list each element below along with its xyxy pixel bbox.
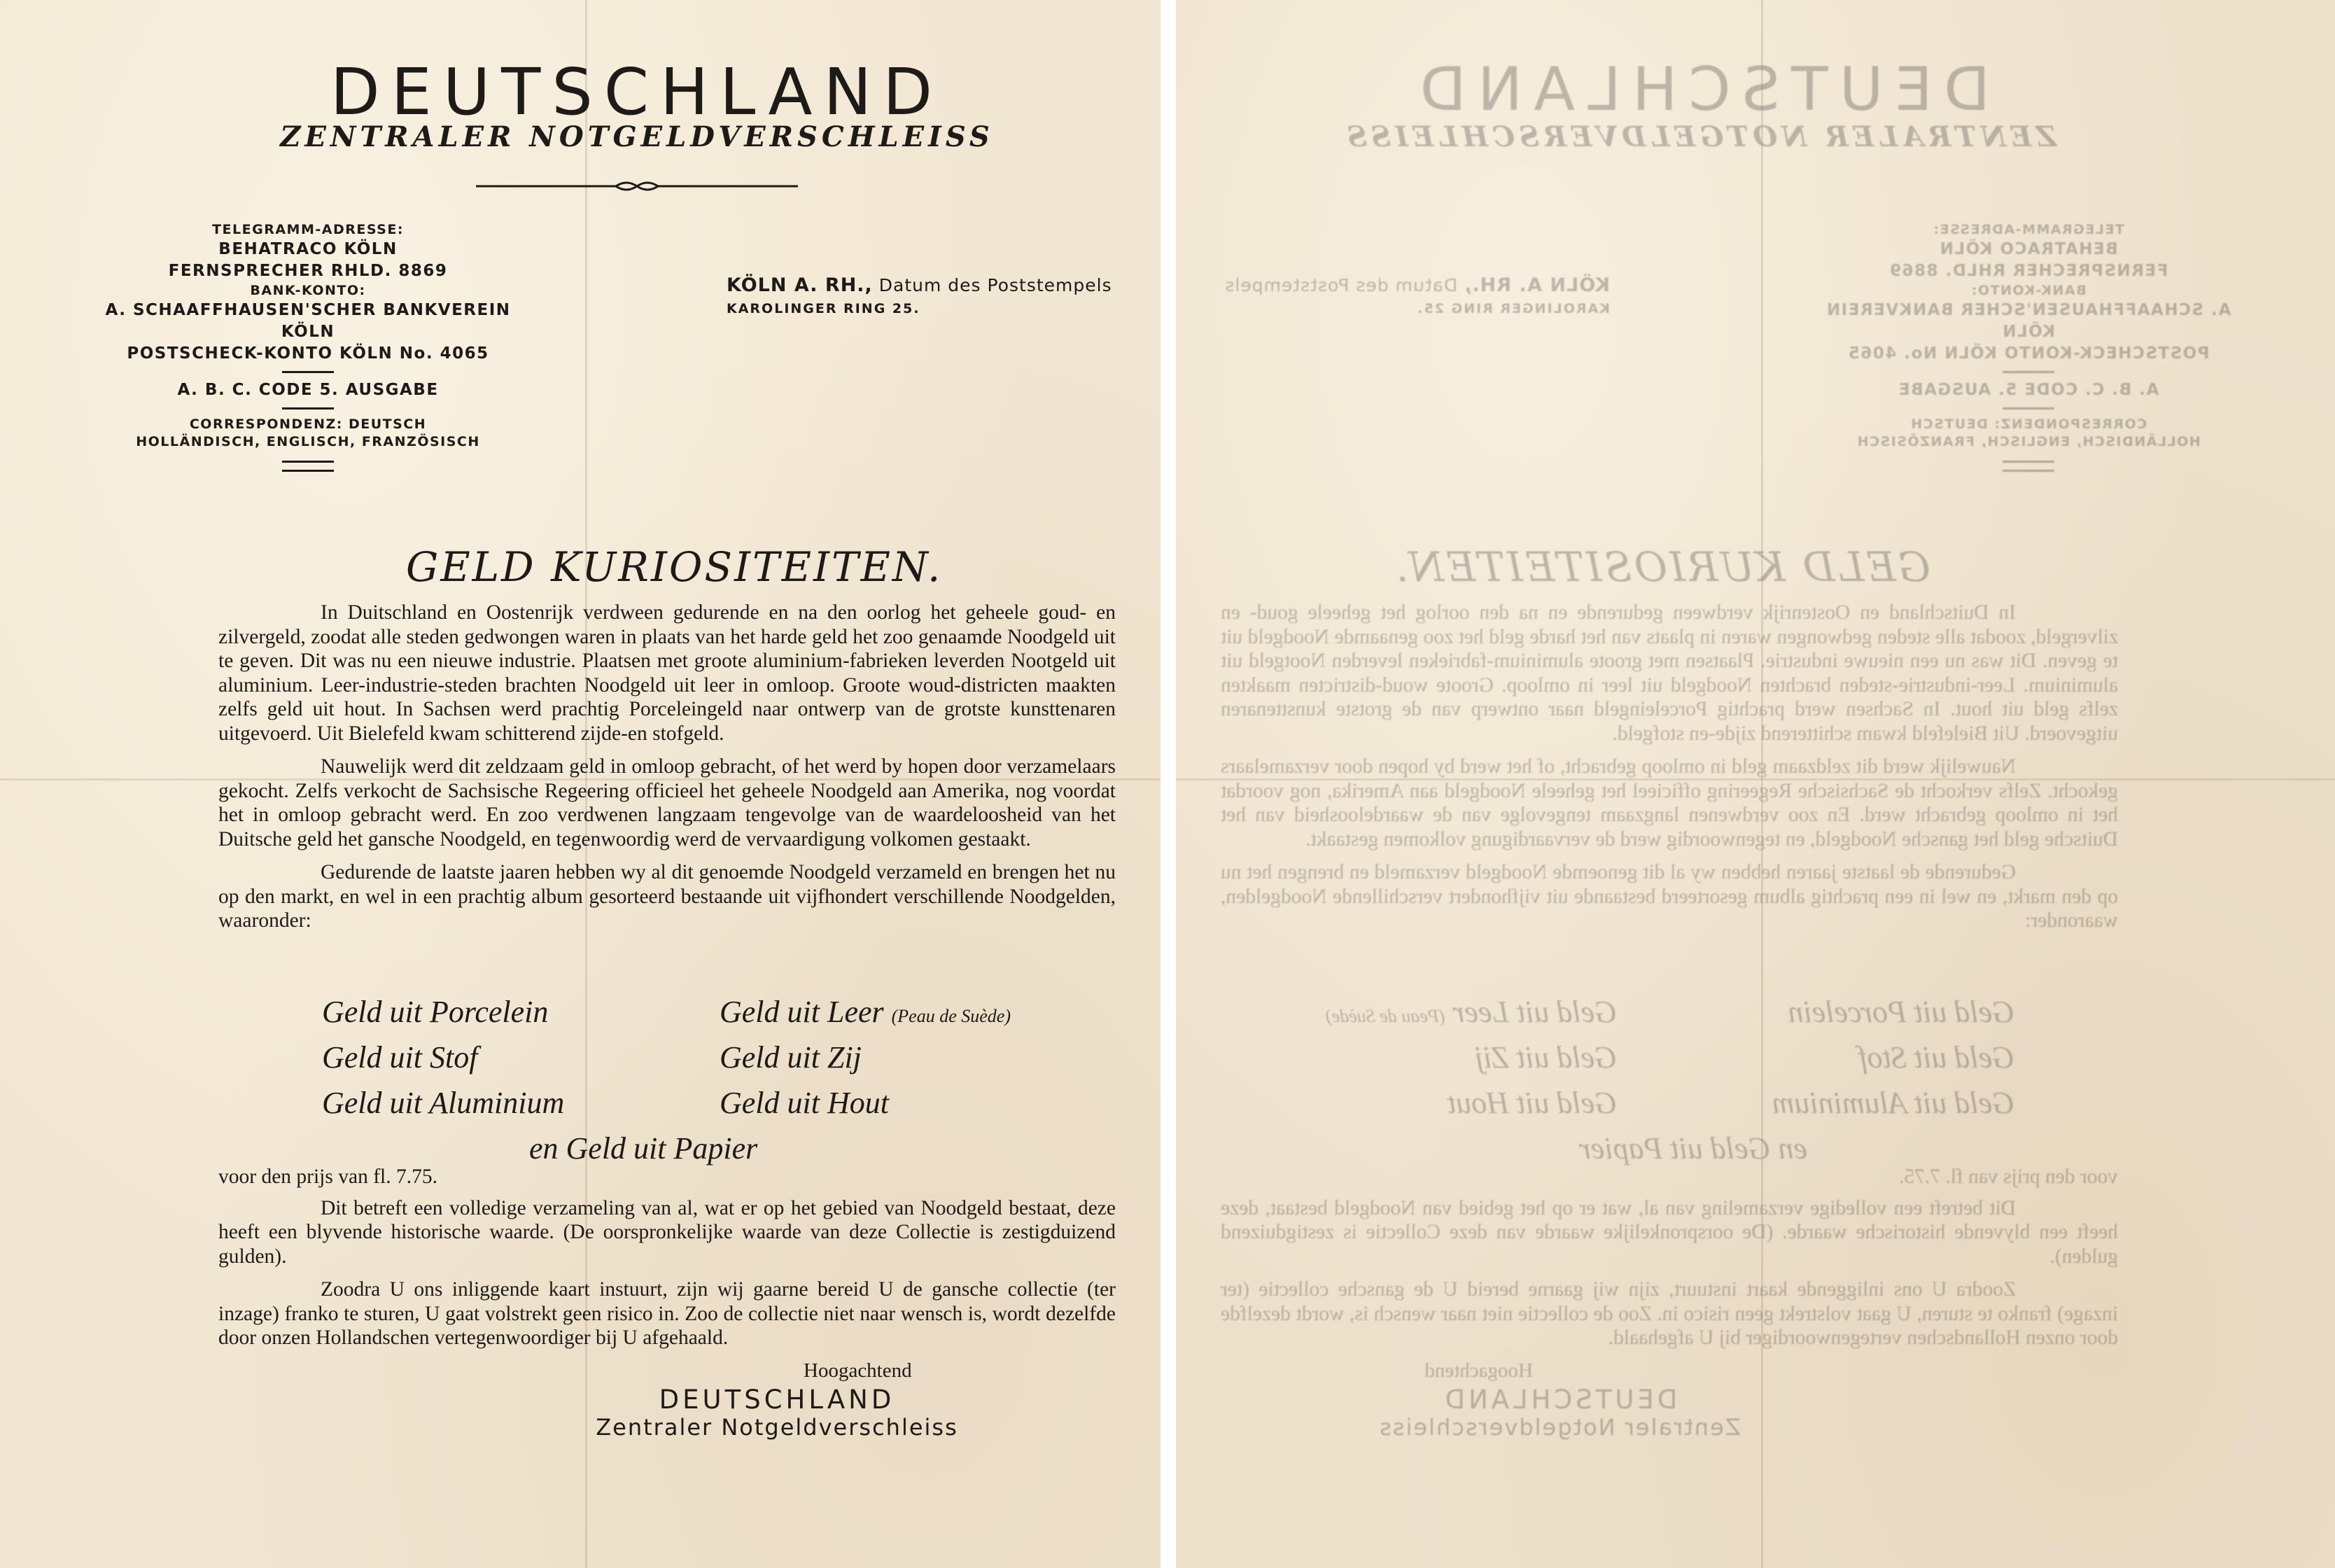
ghost-item-row — [1209, 994, 2014, 1040]
ghost-double-rule — [2003, 461, 2054, 472]
price-line: voor den prijs van fl. 7.75. — [218, 1166, 437, 1188]
ghost-body — [1221, 601, 2118, 942]
item-leather — [720, 994, 1011, 1030]
ghost-item: Geld uit Hout — [1447, 1086, 1617, 1120]
fold-line — [1761, 0, 1763, 1568]
ghost-brand: DEUTSCHLAND — [1408, 55, 1991, 125]
ghost-line: POSTSCHECK-KONTO KÖLN No. 4065 — [1847, 344, 2210, 363]
item-silk: Geld uit Zij — [720, 1040, 862, 1074]
address-block — [70, 221, 546, 472]
ghost-paragraph: Dit betreft een volledige verzameling van al, wat er op het gebied van Noodgeld bestaat, deze heeft een blyvende historische waarde. (De oorspronkelijke waarde van deze Collectie is zestigduizend gulden). — [1221, 1196, 2118, 1268]
ghost-item-row — [1209, 1040, 2014, 1085]
ghost-signature: DEUTSCHLAND — [1441, 1385, 1678, 1415]
ghost-street: KAROLINGER RING 25. — [1416, 301, 1610, 316]
list-item — [322, 1040, 1127, 1085]
list-item — [322, 1085, 1127, 1130]
ghost-paragraph: Zoodra U ons inliggende kaart instuurt, zijn wij gaarne bereid U de gansche collectie (ter inzage) franko te sturen, U gaat volstrekt geen risico in. Zoo de collectie niet naar wensch is, wordt dezelfde door onzen Hollandschen vertegenwoordiger bij U afgehaald. — [1221, 1278, 2118, 1349]
address-line: HOLLÄNDISCH, ENGLISCH, FRANZÖSISCH — [136, 434, 480, 449]
ghost-date-note: Datum des Poststempels — [1224, 275, 1464, 295]
ghost-item-note: (Peau de Suède) — [1326, 1006, 1445, 1026]
ghost-title: GELD KURIOSITEITEN. — [1394, 543, 1930, 591]
letterhead-brand: DEUTSCHLAND — [330, 55, 944, 130]
ghost-line: BANK-KONTO: — [1970, 283, 2087, 298]
location-line — [727, 274, 1112, 296]
ghost-line: CORRESPONDENZ: DEUTSCH — [1909, 416, 2147, 432]
closing: Hoogachtend — [804, 1359, 912, 1382]
ghost-body-continued — [1221, 1165, 2118, 1359]
money-types-list — [322, 994, 1127, 1166]
ghost-price: voor den prijs van fl. 7.75. — [1899, 1166, 2118, 1188]
paragraph: Zoodra U ons inliggende kaart instuurt, zijn wij gaarne bereid U de gansche collectie (ter inzage) franko te sturen, U gaat volstrekt geen risico in. Zoo de collectie niet naar wensch is, wordt dezelfde door onzen Hollandschen vertegenwoordiger bij U afgehaald. — [218, 1278, 1116, 1349]
signature-subtitle: Zentraler Notgeldverschleiss — [596, 1414, 958, 1441]
paragraph: Dit betreft een volledige verzameling van al, wat er op het gebied van Noodgeld bestaat, deze heeft een blyvende historische waarde. (De oorspronkelijke waarde van deze Collectie is zestigduizend gulden). — [218, 1196, 1116, 1268]
letter-body — [218, 601, 1116, 942]
ghost-item: en Geld uit Papier — [1578, 1131, 1807, 1166]
ghost-location — [1224, 274, 1610, 296]
address-line: TELEGRAMM-ADRESSE: — [212, 222, 404, 237]
ghost-line: A. SCHAAFFHAUSEN'SCHER BANKVEREIN — [1825, 301, 2231, 319]
ghost-item: Geld uit Stof — [1858, 1040, 2014, 1074]
ghost-city: KÖLN A. RH., — [1464, 274, 1610, 296]
address-line: KÖLN — [281, 323, 335, 341]
address-line: A. SCHAAFFHAUSEN'SCHER BANKVEREIN — [105, 301, 511, 319]
ghost-subtitle: ZENTRALER NOTGELDVERSCHLEISS — [1342, 120, 2056, 153]
address-line: CORRESPONDENZ: DEUTSCH — [189, 416, 427, 432]
address-line: POSTSCHECK-KONTO KÖLN No. 4065 — [127, 344, 489, 363]
item-cloth: Geld uit Stof — [322, 1040, 478, 1074]
ornament-divider-icon — [476, 179, 798, 193]
street: KAROLINGER RING 25. — [727, 301, 920, 316]
date-note: Datum des Poststempels — [872, 275, 1112, 295]
address-line: BANK-KONTO: — [250, 283, 366, 298]
ghost-item-row — [1209, 1085, 2014, 1130]
ghost-divider — [2003, 371, 2054, 373]
ghost-line: A. B. C. CODE 5. AUSGABE — [1898, 381, 2159, 399]
city: KÖLN A. RH., — [727, 274, 873, 296]
item-porcelain: Geld uit Porcelein — [322, 995, 549, 1029]
ghost-line: TELEGRAMM-ADRESSE: — [1933, 222, 2124, 237]
paragraph: In Duitschland en Oostenrijk verdween gedurende en na den oorlog het geheele goud- en zilvergeld, zoodat alle steden gedwongen waren in plaats van het harde geld het zoo genaamde Noodgeld uit te geven. Dit was nu een nieuwe industrie. Plaatsen met groote aluminium-fabrieken leverden Nootgeld uit aluminium. Leer-industrie-steden brachten Noodgeld uit leer in omloop. Groote woud-districten maakten zelfs geld uit hout. In Sachsen werd prachtig Porceleingeld naar ontwerp van de grotste kunsttenaren uitgevoerd. Uit Bielefeld kwam schitterend zijde-en stofgeld. — [218, 601, 1116, 745]
item-paper: en Geld uit Papier — [529, 1131, 758, 1166]
divider — [282, 371, 334, 373]
letter-back-side — [1176, 0, 2335, 1568]
ghost-divider — [2003, 407, 2054, 410]
ghost-line: KÖLN — [2001, 323, 2056, 341]
letter-body-continued — [218, 1165, 1116, 1359]
fold-line — [1176, 778, 2335, 780]
divider — [282, 407, 334, 410]
item-aluminium: Geld uit Aluminium — [322, 1086, 565, 1120]
ghost-address-block — [1790, 221, 2266, 472]
ghost-line: HOLLÄNDISCH, ENGLISCH, FRANZÖSISCH — [1856, 434, 2201, 449]
paragraph: Nauwelijk werd dit zeldzaam geld in omloop gebracht, of het werd by hopen door verzamelaars gekocht. Zelfs verkocht de Sachsische Regeering officieel het geheele Noodgeld aan Amerika, nog voordat het in omloop gebracht werd. En zoo verdwenen langzaam tengevolge van de waardeloosheid van het Duitsche geld het gansche Noodgeld, en tegenwoordig werd de vervaardigung volkomen gestaakt. — [218, 755, 1116, 850]
ghost-paragraph: Nauwelijk werd dit zeldzaam geld in omloop gebracht, of het werd by hopen door verzamelaars gekocht. Zelfs verkocht de Sachsische Regeering officieel het geheele Noodgeld aan Amerika, nog voordat het in omloop gebracht werd. En zoo verdwenen langzaam tengevolge van de waardeloosheid van het Duitsche geld het gansche Noodgeld, en tegenwoordig werd de vervaardigung volkomen gestaakt. — [1221, 755, 2118, 850]
letter-front-side — [0, 0, 1161, 1568]
item-leather-label: Geld uit Leer — [720, 995, 884, 1029]
ghost-closing: Hoogachtend — [1424, 1359, 1533, 1382]
address-line: BEHATRACO KÖLN — [218, 240, 398, 258]
item-wood: Geld uit Hout — [720, 1086, 889, 1120]
letterhead-subtitle: ZENTRALER NOTGELDVERSCHLEISS — [280, 120, 994, 153]
address-line: FERNSPRECHER RHLD. 8869 — [168, 262, 448, 280]
ghost-item — [1326, 994, 1617, 1030]
signature-brand: DEUTSCHLAND — [659, 1385, 895, 1415]
ghost-paragraph: In Duitschland en Oostenrijk verdween gedurende en na den oorlog het geheele goud- en zilvergeld, zoodat alle steden gedwongen waren in plaats van het harde geld het zoo genaamde Noodgeld uit te geven. Dit was nu een nieuwe industrie. Plaatsen met groote aluminium-fabrieken leverden Nootgeld uit aluminium. Leer-industrie-steden brachten Noodgeld uit leer in omloop. Groote woud-districten maakten zelfs geld uit hout. In Sachsen werd prachtig Porceleingeld naar ontwerp van de grotste kunsttenaren uitgevoerd. Uit Bielefeld kwam schitterend zijde-en stofgeld. — [1221, 601, 2118, 745]
ghost-items — [1209, 994, 2014, 1166]
ghost-item: Geld uit Zij — [1475, 1040, 1617, 1074]
double-rule — [282, 461, 334, 472]
address-line: A. B. C. CODE 5. AUSGABE — [177, 381, 439, 399]
ghost-line: BEHATRACO KÖLN — [1939, 240, 2118, 258]
list-item — [322, 994, 1127, 1040]
paragraph: Gedurende de laatste jaaren hebben wy al dit genoemde Noodgeld verzameld en brengen het nu op den markt, en wel in een prachtig album gesorteerd bestaande uit vijfhondert verschillende Noodgelden, waaronder: — [218, 861, 1116, 932]
ghost-item: Geld uit Porcelein — [1788, 995, 2014, 1029]
letter-title: GELD KURIOSITEITEN. — [406, 543, 943, 591]
ghost-line: FERNSPRECHER RHLD. 8869 — [1888, 262, 2168, 280]
item-leather-note: (Peau de Suède) — [891, 1006, 1011, 1026]
ghost-signature-sub: Zentraler Notgeldverschleiss — [1378, 1414, 1741, 1441]
ghost-item: Geld uit Aluminium — [1772, 1086, 2014, 1120]
show-through-image — [1176, 0, 2335, 1568]
ghost-item-label: Geld uit Leer — [1452, 995, 1617, 1029]
ghost-paragraph: Gedurende de laatste jaaren hebben wy al dit genoemde Noodgeld verzameld en brengen het nu op den markt, en wel in een prachtig album gesorteerd bestaande uit vijfhondert verschillende Noodgelden, waaronder: — [1221, 861, 2118, 932]
